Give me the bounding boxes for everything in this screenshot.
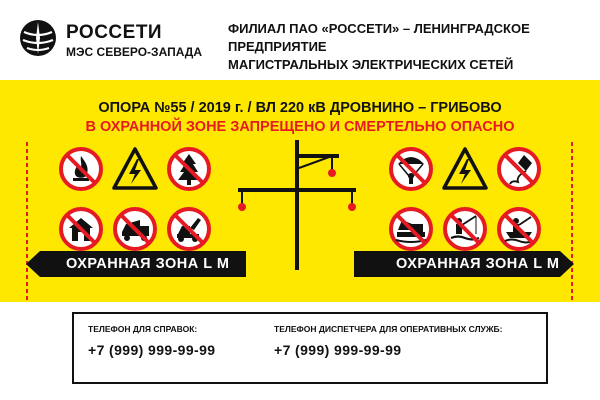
prohibition-icons-right xyxy=(388,146,542,252)
dispatch-phone-label: ТЕЛЕФОН ДИСПЕТЧЕРА ДЛЯ ОПЕРАТИВНЫХ СЛУЖБ: xyxy=(274,324,503,334)
zone-label-right: ОХРАННАЯ ЗОНА L M xyxy=(396,256,560,272)
no-machinery-icon xyxy=(166,206,212,252)
no-fishing-icon xyxy=(442,206,488,252)
brand-subtitle: МЭС СЕВЕРО-ЗАПАДА xyxy=(66,45,203,59)
brand-name: РОССЕТИ xyxy=(66,22,163,43)
no-building-icon xyxy=(58,206,104,252)
sign-title: ОПОРА №55 / 2019 г. / ВЛ 220 кВ ДРОВНИНО – ГРИБОВО xyxy=(98,100,502,116)
sign-warning: В ОХРАННОЙ ЗОНЕ ЗАПРЕЩЕНО И СМЕРТЕЛЬНО ОПАСНО xyxy=(85,119,515,135)
branch-title xyxy=(228,20,588,74)
no-parachute-icon xyxy=(388,146,434,192)
no-kite-icon xyxy=(496,146,542,192)
dispatch-phone-number: +7 (999) 999-99-99 xyxy=(274,342,402,358)
high-voltage-icon xyxy=(112,146,158,192)
branch-line-2: МАГИСТРАЛЬНЫХ ЭЛЕКТРИЧЕСКИХ СЕТЕЙ xyxy=(228,57,514,72)
prohibition-icons-left xyxy=(58,146,212,252)
info-phone-label: ТЕЛЕФОН ДЛЯ СПРАВОК: xyxy=(88,324,198,334)
zone-boundary-left xyxy=(26,142,28,302)
header xyxy=(0,0,600,78)
rosseti-logo xyxy=(18,18,208,68)
zone-label-left: ОХРАННАЯ ЗОНА L M xyxy=(66,256,230,272)
no-vehicle-icon xyxy=(388,206,434,252)
high-voltage-icon xyxy=(442,146,488,192)
zone-boundary-right xyxy=(571,142,573,302)
info-phone-number: +7 (999) 999-99-99 xyxy=(88,342,216,358)
no-fire-icon xyxy=(58,146,104,192)
no-dump-truck-icon xyxy=(112,206,158,252)
rosseti-logo-icon xyxy=(18,18,58,58)
contacts-box xyxy=(72,312,548,384)
no-tree-cutting-icon xyxy=(166,146,212,192)
branch-line-1: ФИЛИАЛ ПАО «РОССЕТИ» – ЛЕНИНГРАДСКОЕ ПРЕДПРИЯТИЕ xyxy=(228,21,530,54)
no-boat-fishing-icon xyxy=(496,206,542,252)
